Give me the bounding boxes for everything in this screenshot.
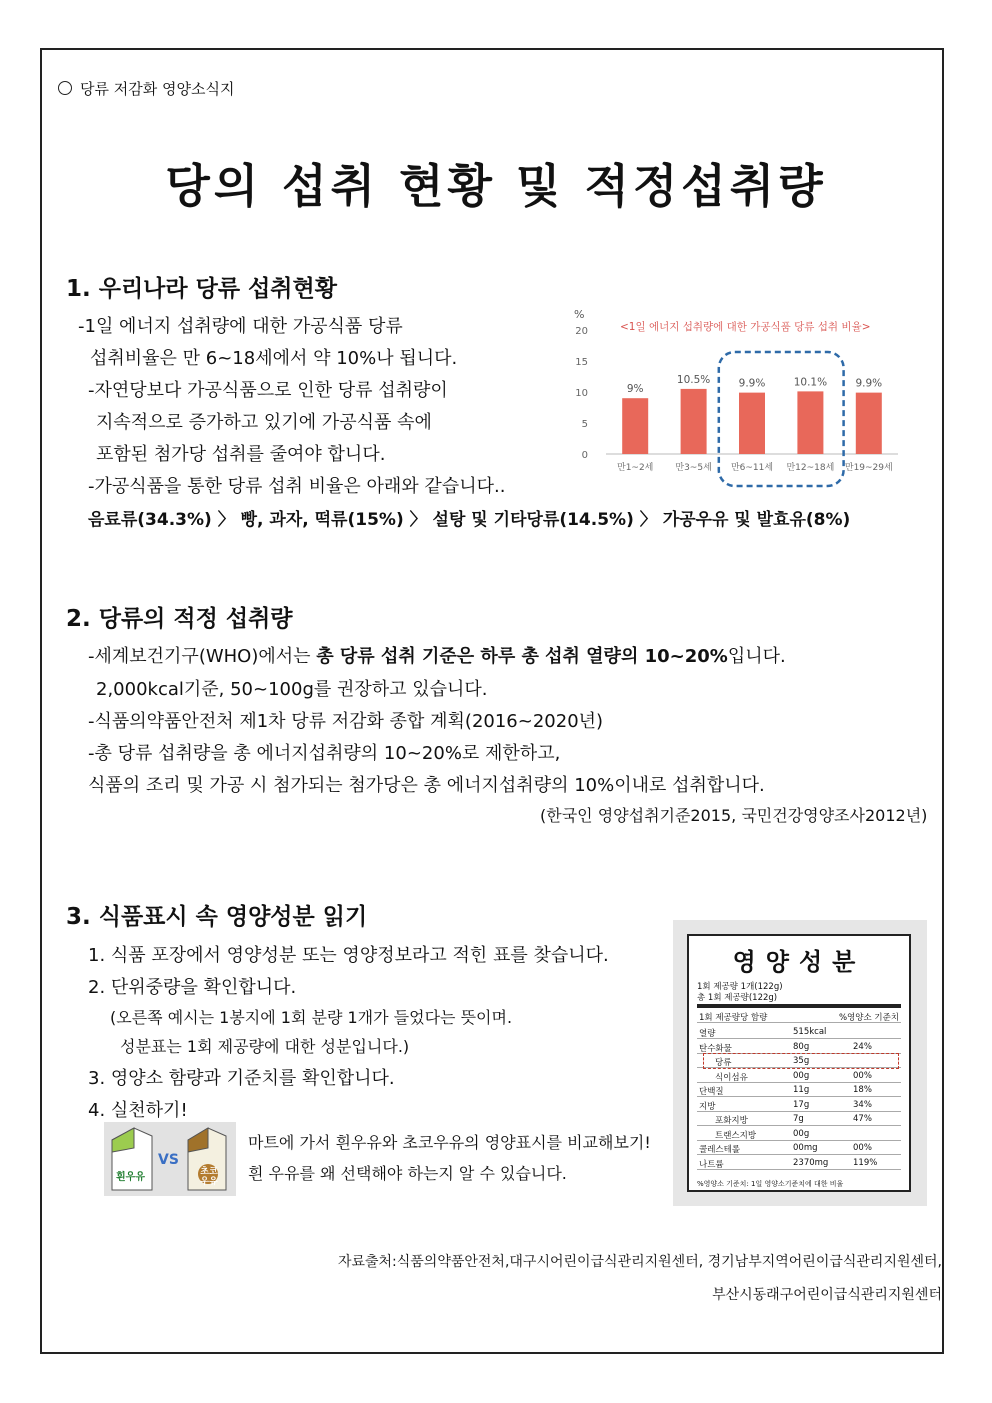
serving-size: 1회 제공량 1개(122g) — [697, 982, 783, 992]
nutrient-amount: 515kcal — [793, 1027, 827, 1037]
section2-line: 식품의 조리 및 가공 시 첨가되는 첨가당은 총 에너지섭취량의 10%이내로 섭취합니다. — [88, 775, 765, 796]
source-line: 부산시동래구어린이급식관리지원센터 — [712, 1287, 942, 1303]
section2-line — [88, 642, 786, 668]
source-line: 자료출처:식품의약품안전처,대구시어린이급식관리지원센터, 경기남부지역어린이급식관리지원센터, — [337, 1254, 942, 1270]
x-tick-label: 만6~11세 — [730, 463, 774, 473]
nutrient-amount: 35g — [793, 1056, 810, 1066]
bar-value-label: 9.9% — [738, 377, 766, 390]
bar-value-label: 10.5% — [676, 373, 711, 386]
nutrient-amount: 00mg — [793, 1143, 818, 1153]
y-tick-label: 20 — [575, 326, 588, 337]
serving-total: 총 1회 제공량(122g) — [697, 993, 778, 1003]
header-text: 당류 저감화 영양소식지 — [80, 80, 235, 98]
x-tick-label: 만12~18세 — [786, 463, 835, 473]
chart-title: <1일 에너지 섭취량에 대한 가공식품 당류 섭취 비율> — [620, 321, 871, 333]
nutrient-amount: 11g — [793, 1085, 810, 1095]
bar-value-label: 9.9% — [855, 377, 883, 390]
bar-value-label: 9% — [626, 383, 644, 396]
x-tick-label: 만1~2세 — [617, 463, 654, 473]
nutrient-name: 콜레스테롤 — [699, 1145, 741, 1155]
chart-bar — [622, 398, 648, 454]
nutrition-row — [697, 1113, 901, 1126]
nutrition-facts-image — [673, 920, 927, 1206]
nutrition-row — [697, 1157, 901, 1170]
newsletter-header — [58, 78, 234, 99]
section3-line: 2. 단위중량을 확인합니다. — [88, 977, 297, 998]
section1-line: 포함된 첨가당 섭취를 줄여야 합니다. — [96, 444, 386, 465]
bar-value-label: 10.1% — [793, 376, 828, 389]
nutrition-divider — [697, 1004, 901, 1008]
section3-note: 성분표는 1회 제공량에 대한 성분입니다.) — [120, 1037, 410, 1056]
col-header-amount: 1회 제공량당 함량 — [699, 1013, 768, 1023]
col-header-pct: %영양소 기준치 — [838, 1013, 899, 1023]
section2-source: (한국인 영양섭취기준2015, 국민건강영양조사2012년) — [540, 806, 928, 825]
nutrient-name: 탄수화물 — [699, 1043, 732, 1054]
section1-line: -자연당보다 가공식품으로 인한 당류 섭취량이 — [88, 380, 448, 401]
section3-note: (오른쪽 예시는 1봉지에 1회 분량 1개가 들었다는 뜻이며. — [110, 1008, 513, 1027]
vs-label: VS — [158, 1152, 179, 1168]
nutrient-amount: 00g — [793, 1070, 810, 1081]
nutrient-name: 식이섬유 — [715, 1072, 748, 1083]
nutrient-name: 단백질 — [699, 1087, 724, 1097]
chart-bar — [856, 393, 882, 454]
nutrient-name: 당류 — [715, 1058, 732, 1068]
who-standard-bold: 총 당류 섭취 기준은 하루 총 섭취 열량의 10~20% — [316, 646, 728, 667]
nutrient-name: 열량 — [699, 1029, 716, 1039]
nutrition-row — [697, 1026, 901, 1039]
section2-line: -총 당류 섭취량을 총 에너지섭취량의 10~20%로 제한하고, — [88, 743, 561, 764]
milk-comparison-image — [104, 1122, 236, 1196]
section1-line: -가공식품을 통한 당류 섭취 비율은 아래와 같습니다.. — [88, 476, 506, 497]
section3-heading: 3. 식품표시 속 영양성분 읽기 — [66, 904, 368, 930]
chart-bar — [739, 393, 765, 454]
white-milk-label: 흰우유 — [116, 1172, 145, 1183]
nutrient-pct: 00% — [853, 1143, 872, 1153]
circle-bullet-icon — [58, 81, 72, 95]
nutrient-pct: 18% — [853, 1085, 872, 1095]
nutrition-row — [697, 1142, 901, 1155]
section1-line: 섭취비율은 만 6~18세에서 약 10%나 됩니다. — [90, 348, 458, 369]
section2-line: 2,000kcal기준, 50~100g를 권장하고 있습니다. — [96, 679, 488, 700]
nutrient-amount: 80g — [793, 1041, 810, 1052]
nutrient-name: 트랜스지방 — [715, 1130, 757, 1141]
choco-milk-label: 초코우유 — [200, 1167, 218, 1187]
nutrition-footnote: %영양소 기준치: 1일 영양소기준치에 대한 비율 — [697, 1180, 844, 1188]
nutrient-name: 나트륨 — [699, 1159, 724, 1170]
y-tick-label: 10 — [575, 388, 588, 399]
nutrition-row — [697, 1084, 901, 1097]
nutrient-name: 지방 — [699, 1101, 716, 1112]
section2-line: -식품의약품안전처 제1차 당류 저감화 종합 계획(2016~2020년) — [88, 711, 604, 732]
y-tick-label: 15 — [575, 357, 588, 368]
nutrition-row — [697, 1041, 901, 1054]
nutrition-row — [697, 1128, 901, 1141]
nutrient-amount: 2370mg — [793, 1157, 829, 1168]
section1-heading: 1. 우리나라 당류 섭취현황 — [66, 276, 337, 302]
y-axis-unit: % — [574, 308, 585, 321]
tip-line: 마트에 가서 흰우유와 초코우유의 영양표시를 비교해보기! — [248, 1133, 651, 1152]
nutrient-amount: 17g — [793, 1099, 810, 1110]
sugar-intake-chart — [566, 306, 906, 492]
chart-bar — [797, 391, 823, 454]
section3-line: 3. 영양소 함량과 기준치를 확인합니다. — [88, 1068, 395, 1089]
y-tick-label: 0 — [581, 450, 588, 461]
y-tick-label: 5 — [581, 419, 588, 430]
x-tick-label: 만19~29세 — [844, 463, 893, 473]
section3-line: 1. 식품 포장에서 영양성분 또는 영양정보라고 적힌 표를 찾습니다. — [88, 945, 609, 966]
nutrient-pct: 00% — [853, 1070, 872, 1081]
page-title: 당의 섭취 현황 및 적정섭취량 — [165, 159, 827, 213]
nutrition-row — [697, 1070, 901, 1083]
nutrition-title: 영양성분 — [732, 948, 866, 976]
section1-line: -1일 에너지 섭취량에 대한 가공식품 당류 — [78, 316, 403, 337]
nutrition-header-row — [697, 1010, 901, 1023]
sugar-source-ranking: 음료류(34.3%) 〉 빵, 과자, 떡류(15%) 〉 설탕 및 기타당류(14.5%) 〉 가공우유 및 발효유(8%) — [88, 510, 851, 530]
sugar-row-highlight — [703, 1053, 899, 1069]
who-text-end: 입니다. — [727, 646, 786, 667]
nutrient-pct: 24% — [853, 1041, 872, 1052]
chart-bar — [681, 389, 707, 454]
nutrient-pct: 34% — [853, 1099, 872, 1110]
nutrient-pct: 119% — [853, 1157, 878, 1168]
x-tick-label: 만3~5세 — [675, 463, 712, 473]
section2-heading: 2. 당류의 적정 섭취량 — [66, 606, 293, 632]
nutrition-row — [697, 1099, 901, 1112]
nutrient-amount: 00g — [793, 1128, 810, 1139]
who-text: -세계보건기구(WHO)에서는 — [88, 646, 317, 667]
nutrient-pct: 47% — [853, 1114, 872, 1124]
tip-line: 흰 우유를 왜 선택해야 하는지 알 수 있습니다. — [248, 1164, 567, 1183]
section3-line: 4. 실천하기! — [88, 1100, 188, 1121]
section1-line: 지속적으로 증가하고 있기에 가공식품 속에 — [96, 412, 432, 433]
nutrient-amount: 7g — [793, 1114, 804, 1124]
nutrient-name: 포화지방 — [715, 1116, 748, 1126]
